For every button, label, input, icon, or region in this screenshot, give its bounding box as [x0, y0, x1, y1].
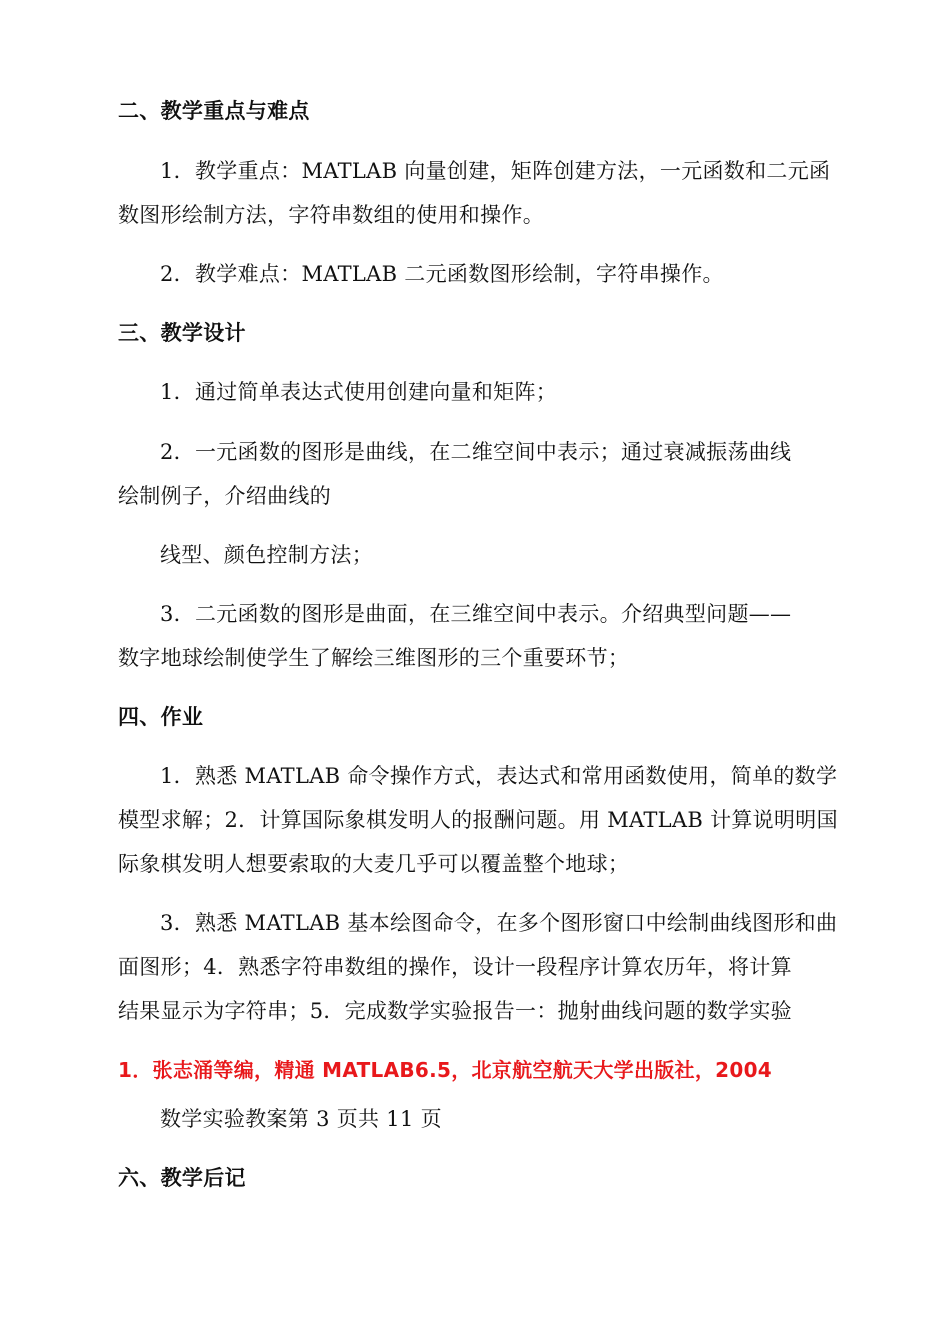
section-heading-homework: 四、作业 — [118, 705, 204, 729]
design-item-2-line: 2．一元函数的图形是曲线，在二维空间中表示；通过衰减振荡曲线 — [160, 440, 792, 464]
design-item-3-line: 数字地球绘制使学生了解绘三维图形的三个重要环节； — [118, 646, 630, 670]
reference-entry: 1．张志涌等编，精通 MATLAB6.5，北京航空航天大学出版社，2004 — [118, 1058, 773, 1082]
page-footer: 数学实验教案第 3 页共 11 页 — [160, 1107, 442, 1131]
design-item-2-line: 线型、颜色控制方法； — [160, 543, 373, 567]
homework-paragraph-line: 面图形；4．熟悉字符串数组的操作，设计一段程序计算农历年，将计算 — [118, 955, 792, 979]
design-item-2-line: 绘制例子，介绍曲线的 — [118, 484, 331, 508]
design-item-3-line: 3．二元函数的图形是曲面，在三维空间中表示。介绍典型问题—— — [160, 602, 792, 626]
section-heading-design: 三、教学设计 — [118, 321, 246, 345]
homework-paragraph-line: 3．熟悉 MATLAB 基本绘图命令，在多个图形窗口中绘制曲线图形和曲 — [160, 911, 838, 935]
section-heading-key-points: 二、教学重点与难点 — [118, 99, 310, 123]
section-heading-postscript: 六、教学后记 — [118, 1166, 246, 1190]
homework-paragraph-line: 模型求解；2．计算国际象棋发明人的报酬问题。用 MATLAB 计算说明明国 — [118, 808, 838, 832]
homework-paragraph-line: 结果显示为字符串；5．完成数学实验报告一：抛射曲线问题的数学实验 — [118, 999, 792, 1023]
key-points-paragraph-line: 数图形绘制方法，字符串数组的使用和操作。 — [118, 203, 544, 227]
key-points-paragraph-line: 1．教学重点：MATLAB 向量创建，矩阵创建方法，一元函数和二元函 — [160, 159, 831, 183]
homework-paragraph-line: 际象棋发明人想要索取的大麦几乎可以覆盖整个地球； — [118, 852, 630, 876]
homework-paragraph-line: 1．熟悉 MATLAB 命令操作方式，表达式和常用函数使用，简单的数学 — [160, 764, 838, 788]
design-item-1: 1．通过简单表达式使用创建向量和矩阵； — [160, 380, 558, 404]
difficulties-paragraph: 2．教学难点：MATLAB 二元函数图形绘制，字符串操作。 — [160, 262, 724, 286]
